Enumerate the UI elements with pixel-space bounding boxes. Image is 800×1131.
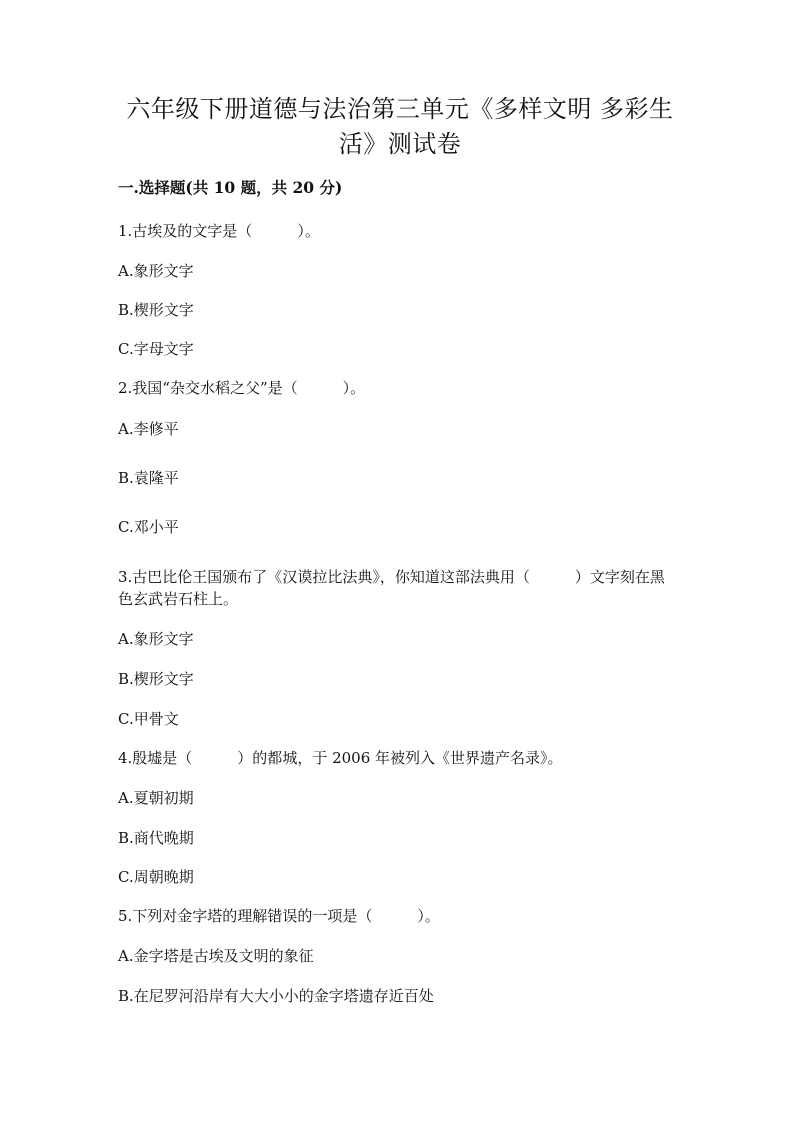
title-line-2: 活》测试卷 bbox=[338, 130, 462, 158]
question-4-option-a: A.夏朝初期 bbox=[118, 789, 194, 807]
question-2-stem: 2.我国“杂交水稻之父”是（ ）。 bbox=[118, 379, 366, 397]
question-1-option-b: B.楔形文字 bbox=[118, 301, 194, 319]
question-5-stem: 5.下列对金字塔的理解错误的一项是（ ）。 bbox=[118, 907, 440, 925]
question-3-option-a: A.象形文字 bbox=[118, 630, 194, 648]
section-heading: 一.选择题(共 10 题，共 20 分) bbox=[118, 178, 343, 197]
question-5-option-a: A.金字塔是古埃及文明的象征 bbox=[118, 947, 314, 965]
question-4-stem: 4.殷墟是（ ）的都城，于 2006 年被列入《世界遗产名录》。 bbox=[118, 749, 563, 767]
question-2-option-c: C.邓小平 bbox=[118, 518, 179, 536]
question-4-option-c: C.周朝晚期 bbox=[118, 868, 194, 886]
question-1-option-a: A.象形文字 bbox=[118, 262, 194, 280]
question-2-option-a: A.李修平 bbox=[118, 420, 179, 438]
question-3-stem: 3.古巴比伦王国颁布了《汉谟拉比法典》，你知道这部法典用（ ）文字刻在黑色玄武岩石柱上。 bbox=[118, 568, 665, 608]
question-3-option-c: C.甲骨文 bbox=[118, 710, 179, 728]
title-line-1: 六年级下册道德与法治第三单元《多样文明 多彩生 bbox=[126, 95, 674, 123]
page-title bbox=[80, 92, 720, 162]
question-5-option-b: B.在尼罗河沿岸有大大小小的金字塔遗存近百处 bbox=[118, 987, 434, 1005]
question-2-option-b: B.袁隆平 bbox=[118, 469, 179, 487]
question-4-option-b: B.商代晚期 bbox=[118, 829, 194, 847]
question-1-option-c: C.字母文字 bbox=[118, 340, 194, 358]
question-1-stem: 1.古埃及的文字是（ ）。 bbox=[118, 222, 320, 240]
question-3-option-b: B.楔形文字 bbox=[118, 670, 194, 688]
